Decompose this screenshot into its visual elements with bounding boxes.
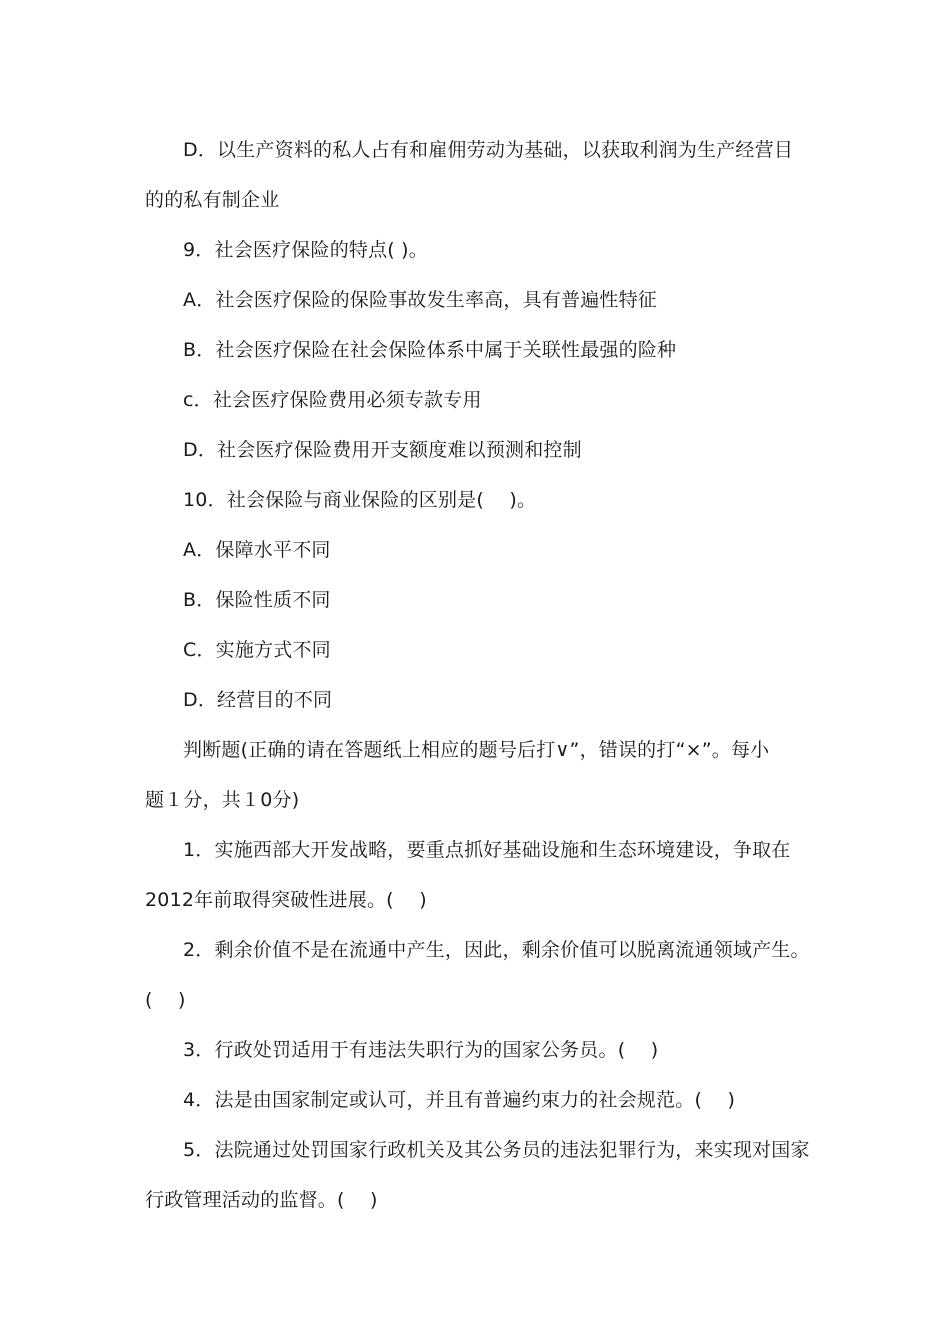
question-9: 9．社会医疗保险的特点( )。: [183, 239, 428, 261]
question-10-option-b: B．保险性质不同: [183, 589, 331, 611]
judgement-5-line-2: 行政管理活动的监督。( ): [145, 1189, 378, 1211]
judgement-1-line-2: 2012年前取得突破性进展。( ): [145, 889, 427, 911]
question-9-option-c: c．社会医疗保险费用必须专款专用: [183, 389, 482, 411]
section-heading-judgement-cont: 题１分，共１0分): [145, 789, 300, 811]
judgement-3: 3．行政处罚适用于有违法失职行为的国家公务员。( ): [183, 1039, 659, 1061]
section-heading-judgement: 判断题(正确的请在答题纸上相应的题号后打∨”，错误的打“×”。每小: [183, 739, 770, 761]
question-10-option-a: A．保障水平不同: [183, 539, 331, 561]
judgement-5-line-1: 5．法院通过处罚国家行政机关及其公务员的违法犯罪行为，来实现对国家: [183, 1139, 810, 1161]
judgement-4: 4．法是由国家制定或认可，并且有普遍约束力的社会规范。( ): [183, 1089, 736, 1111]
judgement-2-line-1: 2．剩余价值不是在流通中产生，因此，剩余价值可以脱离流通领域产生。: [183, 939, 810, 961]
question-10-option-d: D．经营目的不同: [183, 689, 333, 711]
question-9-option-b: B．社会医疗保险在社会保险体系中属于关联性最强的险种: [183, 339, 677, 361]
option-d-line-2: 的的私有制企业: [145, 189, 280, 211]
question-9-option-d: D．社会医疗保险费用开支额度难以预测和控制: [183, 439, 582, 461]
question-9-option-a: A．社会医疗保险的保险事故发生率高，具有普遍性特征: [183, 289, 657, 311]
question-10-option-c: C．实施方式不同: [183, 639, 331, 661]
option-d-line-1: D．以生产资料的私人占有和雇佣劳动为基础，以获取利润为生产经营目: [183, 139, 794, 161]
question-10: 10．社会保险与商业保险的区别是( )。: [183, 489, 537, 511]
judgement-2-line-2: ( ): [145, 989, 186, 1011]
judgement-1-line-1: 1．实施西部大开发战略，要重点抓好基础设施和生态环境建设，争取在: [183, 839, 791, 861]
